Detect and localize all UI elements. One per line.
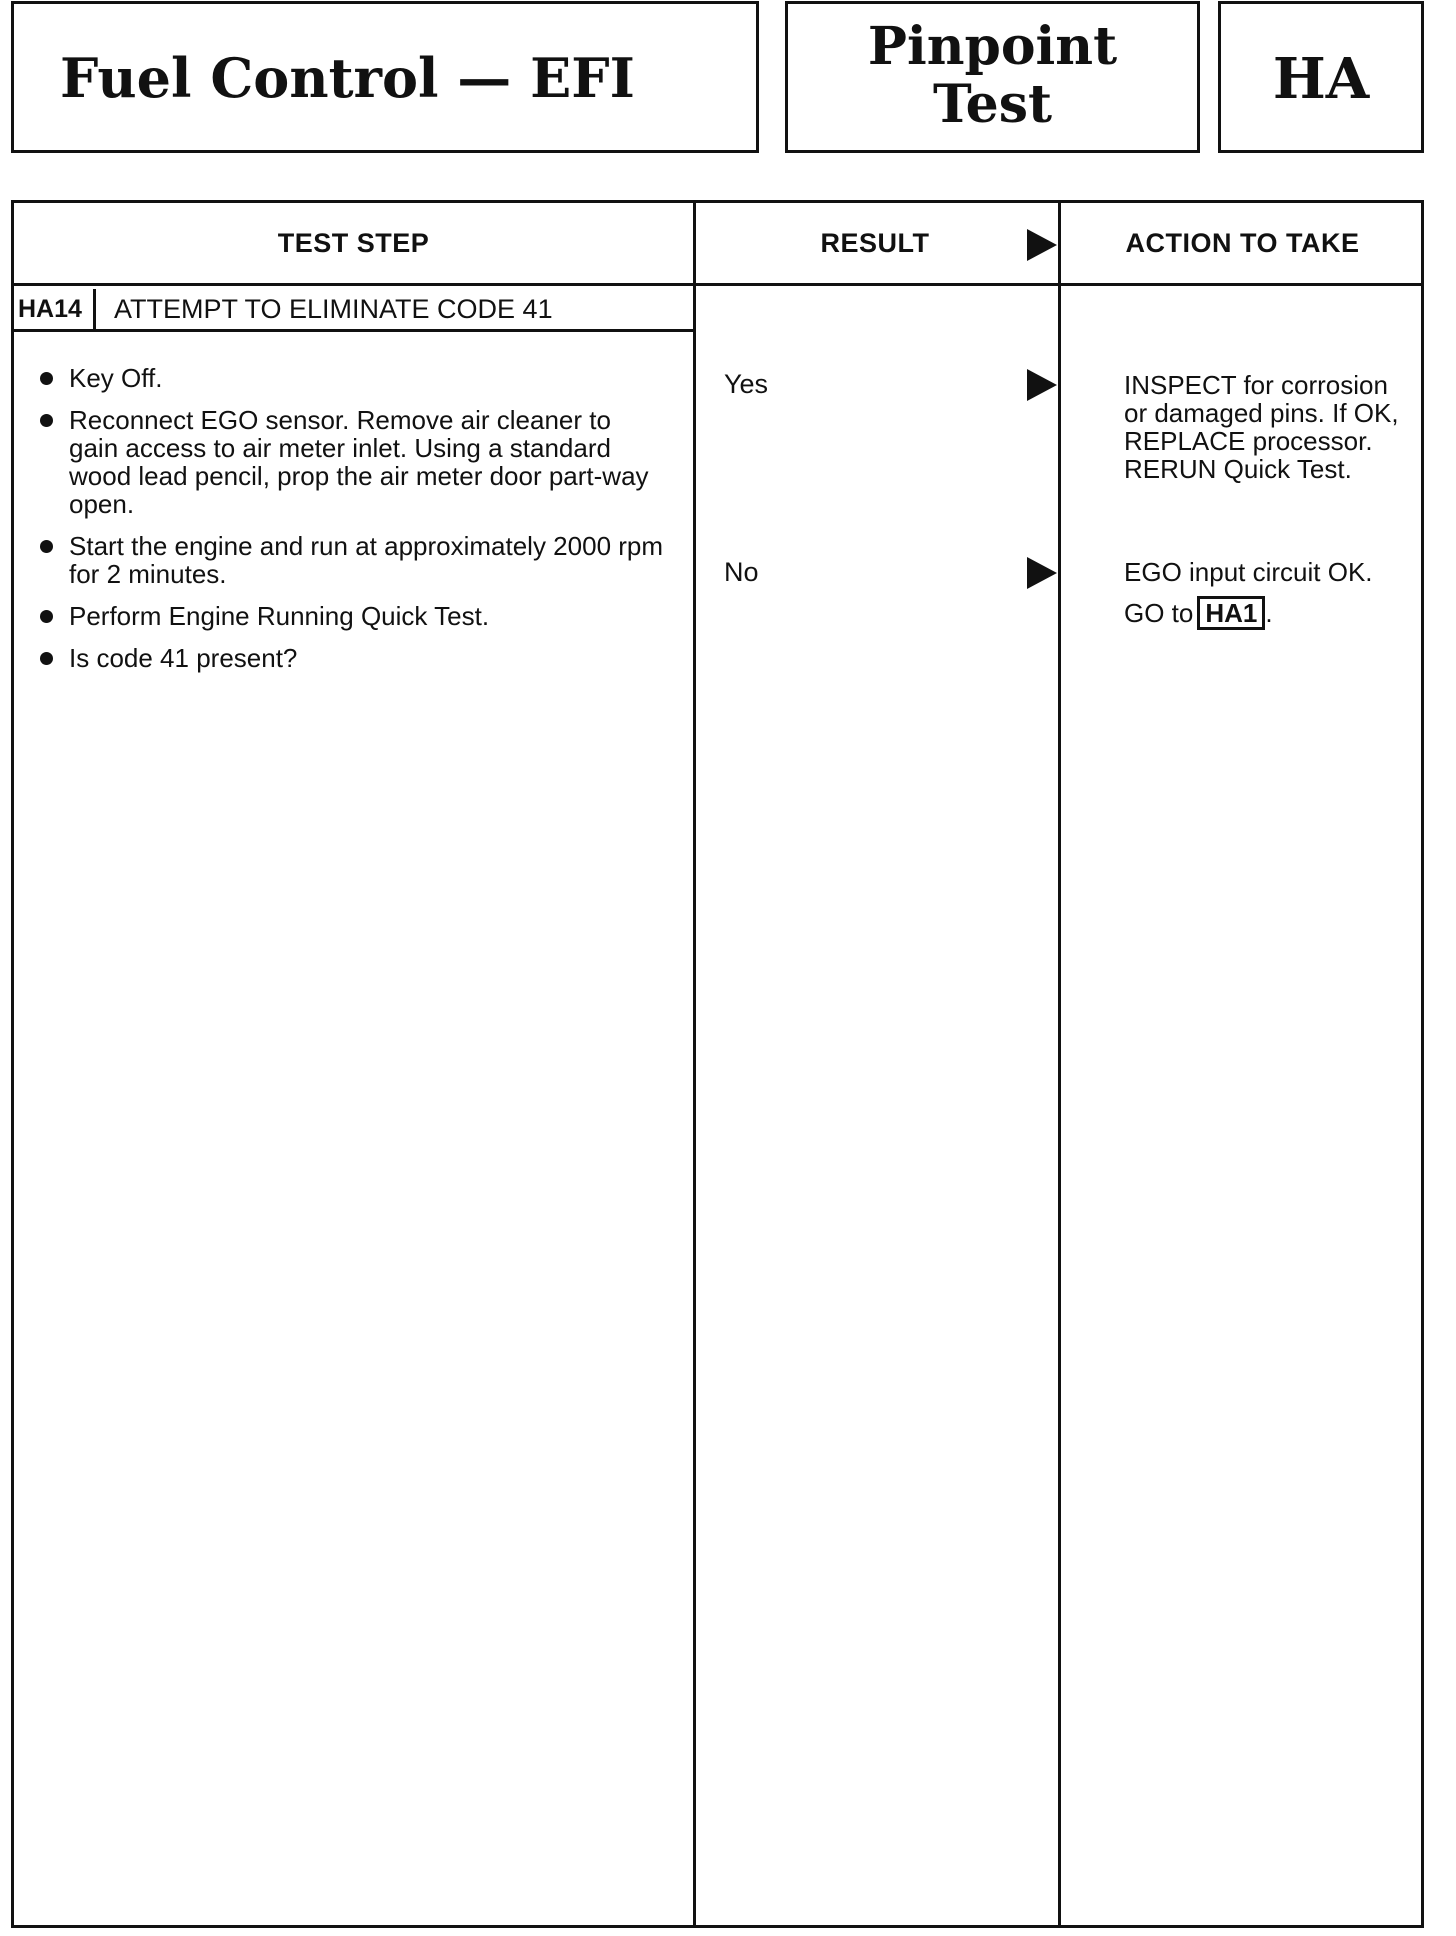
bullet-icon bbox=[40, 652, 53, 665]
test-type-label bbox=[788, 18, 1197, 134]
test-type-line1: Pinpoint bbox=[867, 16, 1118, 77]
instruction-item bbox=[36, 364, 666, 392]
goto-line bbox=[1124, 596, 1414, 630]
instruction-text: Reconnect EGO sensor. Remove air cleaner to gain access to air meter inlet. Using a standard wood lead pencil, prop the air meter door part-way open. bbox=[69, 405, 649, 519]
header-row-divider bbox=[11, 283, 1424, 286]
action-no-text: EGO input circuit OK. bbox=[1124, 557, 1373, 587]
goto-prefix: GO to bbox=[1124, 598, 1194, 628]
column-header-test-step: TEST STEP bbox=[277, 228, 430, 258]
step-id: HA14 bbox=[14, 289, 96, 329]
column-header-action: ACTION TO TAKE bbox=[1125, 228, 1360, 258]
goto-suffix: . bbox=[1265, 598, 1273, 628]
title-box bbox=[11, 1, 759, 153]
section-code: HA bbox=[1272, 46, 1370, 112]
instruction-text: Key Off. bbox=[69, 363, 163, 393]
action-no bbox=[1124, 558, 1414, 630]
test-type-box bbox=[785, 1, 1200, 153]
instruction-text: Perform Engine Running Quick Test. bbox=[69, 601, 490, 631]
result-no-arrow-icon bbox=[1027, 557, 1057, 589]
instruction-item bbox=[36, 602, 666, 630]
bullet-icon bbox=[40, 540, 53, 553]
section-code-box bbox=[1218, 1, 1424, 153]
instruction-text: Is code 41 present? bbox=[69, 643, 298, 673]
instruction-text: Start the engine and run at approximately 2000 rpm for 2 minutes. bbox=[69, 531, 664, 589]
test-type-line2: Test bbox=[932, 74, 1053, 135]
column-header-result: RESULT bbox=[820, 228, 930, 258]
step-title: ATTEMPT TO ELIMINATE CODE 41 bbox=[114, 294, 553, 324]
step-title-divider bbox=[11, 329, 695, 332]
instruction-item bbox=[36, 532, 666, 588]
instruction-item bbox=[36, 406, 666, 518]
page-title: Fuel Control — EFI bbox=[60, 46, 635, 110]
bullet-icon bbox=[40, 610, 53, 623]
result-no: No bbox=[724, 557, 759, 587]
column-divider-result bbox=[693, 200, 696, 1928]
instruction-list bbox=[36, 364, 666, 686]
bullet-icon bbox=[40, 414, 53, 427]
result-yes-arrow-icon bbox=[1027, 369, 1057, 401]
result-header-arrow-icon bbox=[1027, 229, 1057, 261]
column-divider-action bbox=[1058, 200, 1061, 1928]
bullet-icon bbox=[40, 372, 53, 385]
goto-ref-ha1[interactable]: HA1 bbox=[1197, 596, 1265, 630]
action-yes: INSPECT for corrosion or damaged pins. If OK, REPLACE processor. RERUN Quick Test. bbox=[1124, 370, 1399, 484]
instruction-item bbox=[36, 644, 666, 672]
result-yes: Yes bbox=[724, 369, 769, 399]
